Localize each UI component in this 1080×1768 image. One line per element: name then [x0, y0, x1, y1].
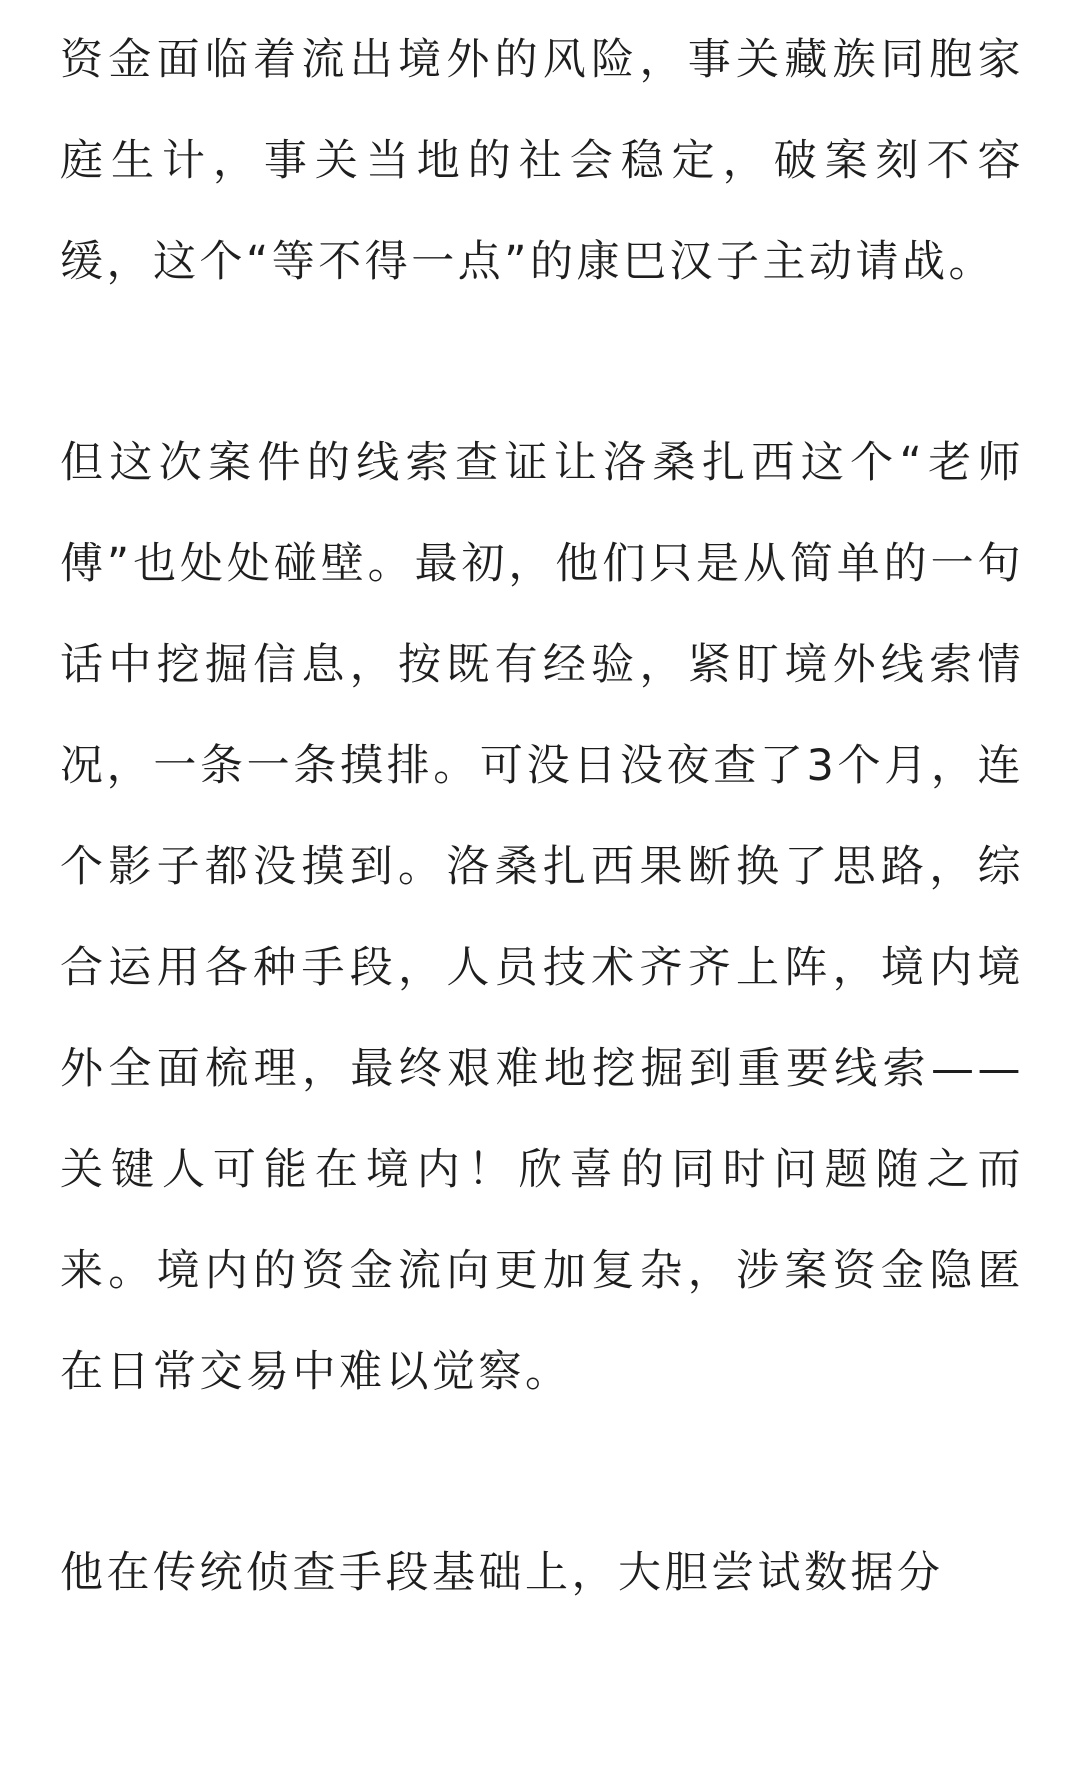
- paragraph-3: 他在传统侦查手段基础上，大胆尝试数据分: [60, 1548, 944, 1598]
- paragraph-1: 资金面临着流出境外的风险，事关藏族同胞家庭生计，事关当地的社会稳定，破案刻不容缓，这个“等不得一点”的康巴汉子主动请战。: [60, 35, 1024, 287]
- paragraph-2: 但这次案件的线索查证让洛桑扎西这个“老师傅”也处处碰壁。最初，他们只是从简单的一句话中挖掘信息，按既有经验，紧盯境外线索情况，一条一条摸排。可没日没夜查了3个月，连个影子都没摸到。洛桑扎西果断换了思路，综合运用各种手段，人员技术齐齐上阵，境内境外全面梳理，最终艰难地挖掘到重要线索——关键人可能在境内！欣喜的同时问题随之而来。境内的资金流向更加复杂，涉案资金隐匿在日常交易中难以觉察。: [60, 438, 1024, 1397]
- article-body: [60, 0, 1024, 1724]
